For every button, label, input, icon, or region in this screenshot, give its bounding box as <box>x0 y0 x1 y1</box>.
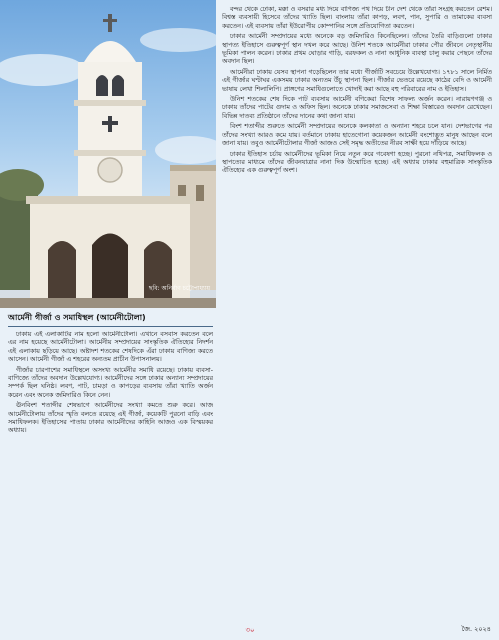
paragraph: বন্দর থেকে ঢোকা, মক্কা ও বসরার মধ্য দিয়ে বাণিজ্য পথ দিয়ে চীন দেশ থেকে তাঁরা সংগ্রহ করতেন রেশম। বিশ্বস্ত ব্যবসায়ী হিসেবে তাঁদের খ্যাতি ছিল। বাংলায় তাঁরা কাপড়, লবণ, পান, সুপারি ও তামাকের ব্যবসা করতেন। এই ব্যবসায় তাঁরা ইউরোপীয় কোম্পানির সঙ্গে প্রতিযোগিতা করতেন। <box>222 6 492 30</box>
caption-divider <box>8 326 213 327</box>
church-illustration <box>0 0 216 308</box>
article-right-column <box>222 6 492 620</box>
article-left-column <box>8 331 213 621</box>
paragraph: ঢাকার আর্মেনী সম্প্রদায়ের মধ্যে অনেকে বড় জমিদারিও কিনেছিলেন। তাঁদের তৈরি বাড়িগুলো ঢাকার স্থাপত্য ইতিহাসে গুরুত্বপূর্ণ স্থান দখল করে আছে। উনিশ শতকে আর্মেনীরা ঢাকার পৌর জীবনে নেতৃস্থানীয় ভূমিকা পালন করেন। ঢাকার প্রথম ঘোড়ার গাড়ি, বরফকল ও নানা আধুনিক ব্যবস্থা চালু করার পেছনে তাঁদের অবদান ছিল। <box>222 33 492 66</box>
photo-caption: আর্মেনী গীর্জা ও সমাধিস্থল (আর্মেনীটোলা) <box>8 313 146 322</box>
paragraph: আর্মেনীরা ঢাকায় যেসব স্থাপনা গড়েছিলেন তার মধ্যে গীর্জাটি সবচেয়ে উল্লেখযোগ্য। ১৭৮১ সালে নির্মিত এই গীর্জার ঘণ্টাঘর একসময় ঢাকার অন্যতম উঁচু স্থাপনা ছিল। গীর্জার ভেতরে রয়েছে কাঠের বেদি ও আর্মেনী ভাষায় লেখা শিলালিপি। প্রাঙ্গণের সমাধিগুলোতে খোদাই করা আছে বহু পরিবারের নাম ও ইতিহাস। <box>222 68 492 93</box>
paragraph: বিংশ শতাব্দীর শুরুতে আর্মেনী সম্প্রদায়ের অনেকে কলকাতা ও অন্যান্য শহরে চলে যান। দেশভাগের পর তাঁদের সংখ্যা আরও কমে যায়। বর্তমানে ঢাকায় হাতেগোনা কয়েকজন আর্মেনী বংশোদ্ভূত মানুষ আছেন বলে জানা যায়। তবুও আর্মেনীটোলার গীর্জা আজও সেই সমৃদ্ধ অতীতের নীরব সাক্ষী হয়ে দাঁড়িয়ে আছে। <box>222 123 492 148</box>
paragraph: ঢাকার ইতিহাস চর্চায় আর্মেনীদের ভূমিকা নিয়ে নতুন করে গবেষণা হচ্ছে। পুরনো নথিপত্র, সমাধিফলক ও স্থাপত্যের মাধ্যমে তাঁদের জীবনযাত্রার নানা দিক উন্মোচিত হচ্ছে। এই অধ্যায় ঢাকার বহুমাত্রিক সাংস্কৃতিক ঐতিহ্যের এক গুরুত্বপূর্ণ অংশ। <box>222 150 492 175</box>
paragraph: ঊনবিংশ শতাব্দীর শেষভাগে আর্মেনীদের সংখ্যা কমতে শুরু করে। আজ আর্মেনীটোলায় তাঁদের স্মৃতি বলতে রয়েছে এই গীর্জা, কয়েকটি পুরনো বাড়ি এবং সমাধিফলক। ইতিহাসের পাতায় ঢাকার আর্মেনীদের কাহিনি আজও এক বিস্ময়কর অধ্যায়। <box>8 402 213 435</box>
paragraph: গীর্জার চারপাশের সমাধিস্থলে অসংখ্য আর্মেনীর সমাধি রয়েছে। ঢাকায় ব্যবসা-বাণিজ্যে তাঁদের অবদান উল্লেখযোগ্য। আর্মেনীদের সঙ্গে ঢাকার অন্যান্য সম্প্রদায়ের সম্পর্ক ছিল ঘনিষ্ঠ। লবণ, পাট, চামড়া ও কাপড়ের ব্যবসায় তাঁরা খ্যাতি অর্জন করেন এবং অনেক জমিদারিও কিনে নেন। <box>8 366 213 399</box>
page-number: ৩০ <box>245 626 255 634</box>
photo-credit: ছবি: অনির্বাণ চট্টোপাধ্যায় <box>148 285 210 292</box>
issue-label: জৈ. ২০২৪ <box>461 625 491 633</box>
church-photo <box>0 0 216 308</box>
paragraph: উনিশ শতকের শেষ দিকে পাট ব্যবসায় আর্মেনী বণিকেরা বিশেষ সাফল্য অর্জন করেন। নারায়ণগঞ্জ ও ঢাকায় তাঁদের পাটের গুদাম ও অফিস ছিল। অনেকে ঢাকার সমাজসেবা ও শিক্ষা বিস্তারেও অবদান রেখেছেন। বিভিন্ন দাতব্য প্রতিষ্ঠানে তাঁদের দানের কথা জানা যায়। <box>222 96 492 120</box>
paragraph: ঢাকায় এই এলাকাটির নাম হলো আর্মেনীটোলা। এখানে বসবাস করতেন বলে এর নাম হয়েছে আর্মেনীটোলা। আর্মেনীয় সম্প্রদায়ের সাংস্কৃতিক ঐতিহ্যের নিদর্শন এই এলাকায় ছড়িয়ে আছে। অষ্টাদশ শতকের শেষদিকে এঁরা ঢাকায় বাণিজ্য করতে আসেন। আর্মেনী গীর্জা এ শহরের অন্যতম প্রাচীন উপাসনালয়। <box>8 331 213 364</box>
